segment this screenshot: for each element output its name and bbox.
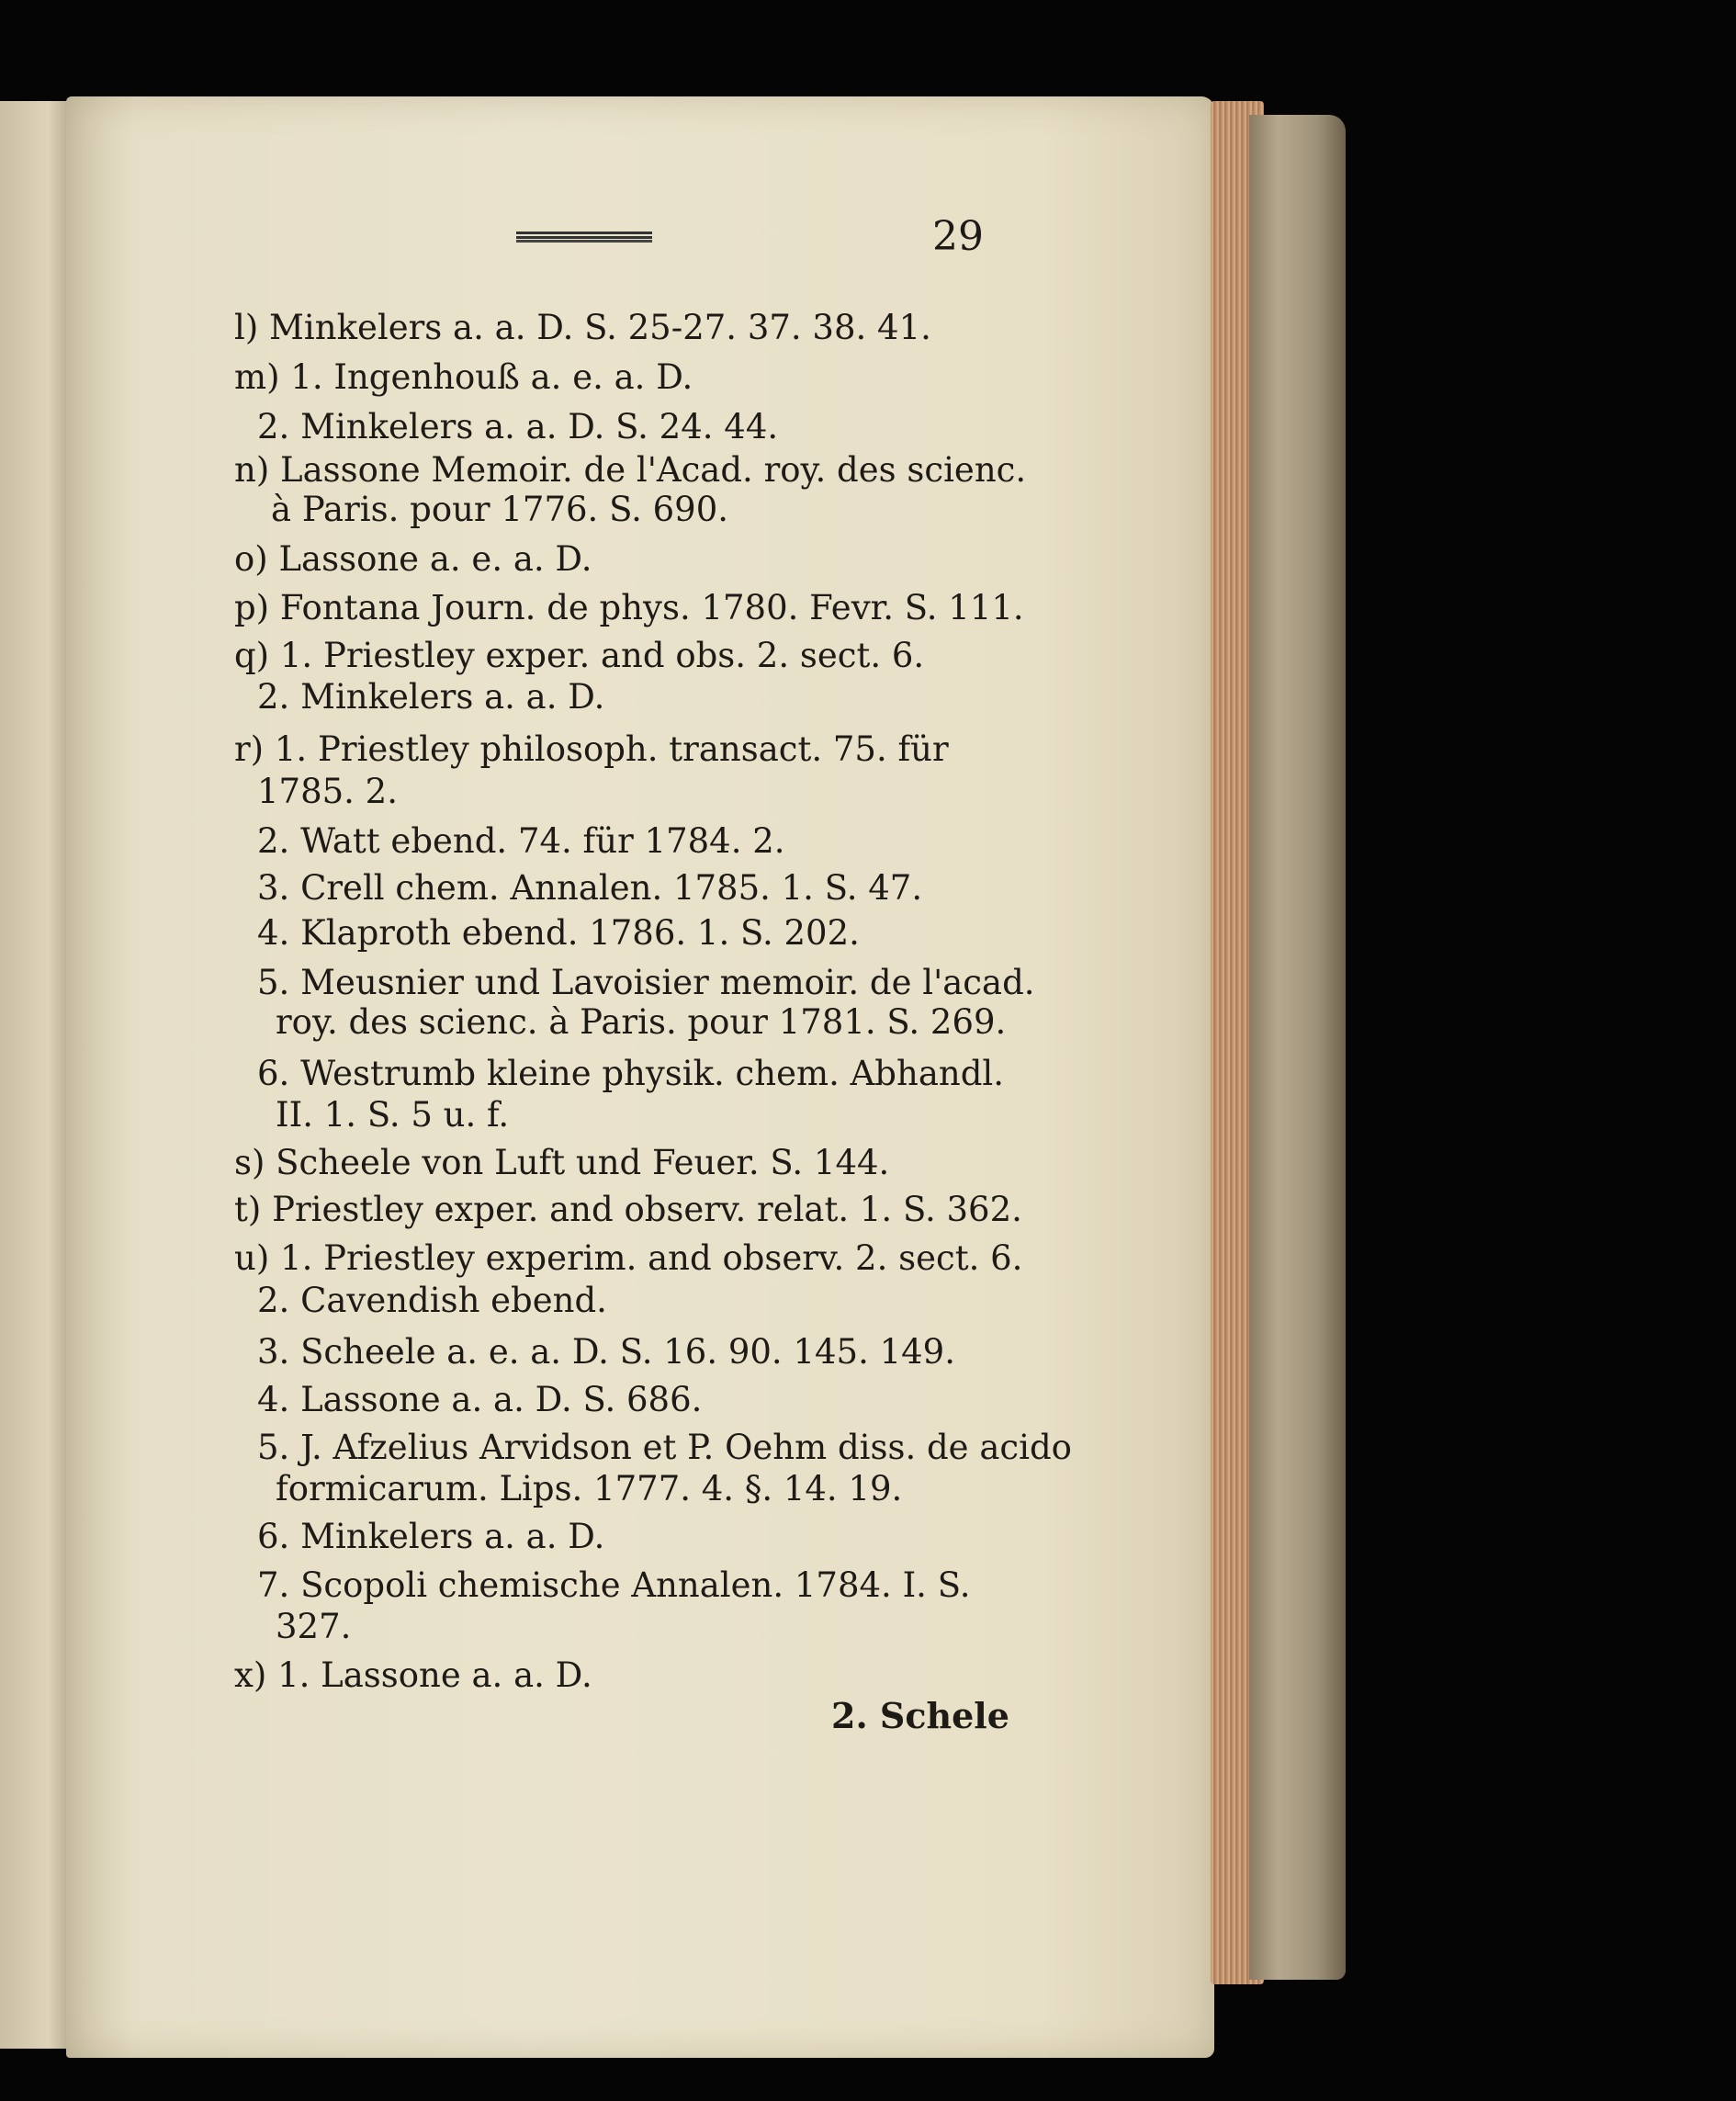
footnote-line: r) 1. Priestley philosoph. transact. 75. für	[234, 729, 949, 769]
footnote-line: l) Minkelers a. a. D. S. 25-27. 37. 38. 41.	[234, 308, 931, 347]
footnote-line: 2. Watt ebend. 74. für 1784. 2.	[257, 821, 785, 861]
footnote-line: 2. Minkelers a. a. D.	[257, 677, 605, 717]
footnote-line: x) 1. Lassone a. a. D.	[234, 1655, 592, 1695]
footnote-line: n) Lassone Memoir. de l'Acad. roy. des scienc.	[234, 450, 1027, 490]
footnote-line: 5. Meusnier und Lavoisier memoir. de l'acad.	[257, 963, 1035, 1002]
catchword: 2. Schele	[831, 1695, 1009, 1736]
footnote-line: m) 1. Ingenhouß a. e. a. D.	[234, 357, 693, 397]
facing-page-edge	[0, 101, 69, 2049]
footnote-line: s) Scheele von Luft und Feuer. S. 144.	[234, 1143, 890, 1182]
footnote-line: 4. Lassone a. a. D. S. 686.	[257, 1380, 703, 1419]
footnote-line: 2. Cavendish ebend.	[257, 1281, 607, 1320]
footnote-line: q) 1. Priestley exper. and obs. 2. sect. 6.	[234, 636, 925, 675]
page-number: 29	[932, 213, 984, 260]
footnote-line: 327.	[276, 1607, 352, 1646]
footnote-line: 1785. 2.	[257, 772, 398, 811]
footnote-line: 7. Scopoli chemische Annalen. 1784. I. S.	[257, 1565, 971, 1605]
footnote-line: 3. Crell chem. Annalen. 1785. 1. S. 47.	[257, 868, 923, 908]
footnote-line: formicarum. Lips. 1777. 4. §. 14. 19.	[276, 1469, 903, 1508]
footnote-line: 6. Westrumb kleine physik. chem. Abhandl.	[257, 1054, 1004, 1093]
footnote-line: t) Priestley exper. and observ. relat. 1. S. 362.	[234, 1190, 1022, 1229]
footnote-line: à Paris. pour 1776. S. 690.	[271, 490, 729, 529]
footnote-line: 2. Minkelers a. a. D. S. 24. 44.	[257, 407, 779, 446]
footnote-line: roy. des scienc. à Paris. pour 1781. S. 269.	[276, 1002, 1007, 1042]
footnote-line: u) 1. Priestley experim. and observ. 2. sect. 6.	[234, 1238, 1023, 1278]
footnote-line: o) Lassone a. e. a. D.	[234, 539, 592, 579]
book-cover	[1249, 115, 1346, 1980]
footnote-line: 6. Minkelers a. a. D.	[257, 1517, 605, 1556]
footnote-line: p) Fontana Journ. de phys. 1780. Fevr. S. 111.	[234, 588, 1024, 627]
footnote-line: 4. Klaproth ebend. 1786. 1. S. 202.	[257, 913, 860, 953]
footnote-line: 3. Scheele a. e. a. D. S. 16. 90. 145. 149.	[257, 1332, 955, 1372]
header-rule	[516, 232, 652, 243]
footnote-line: II. 1. S. 5 u. f.	[276, 1095, 510, 1135]
footnote-line: 5. J. Afzelius Arvidson et P. Oehm diss. de acido	[257, 1428, 1072, 1467]
